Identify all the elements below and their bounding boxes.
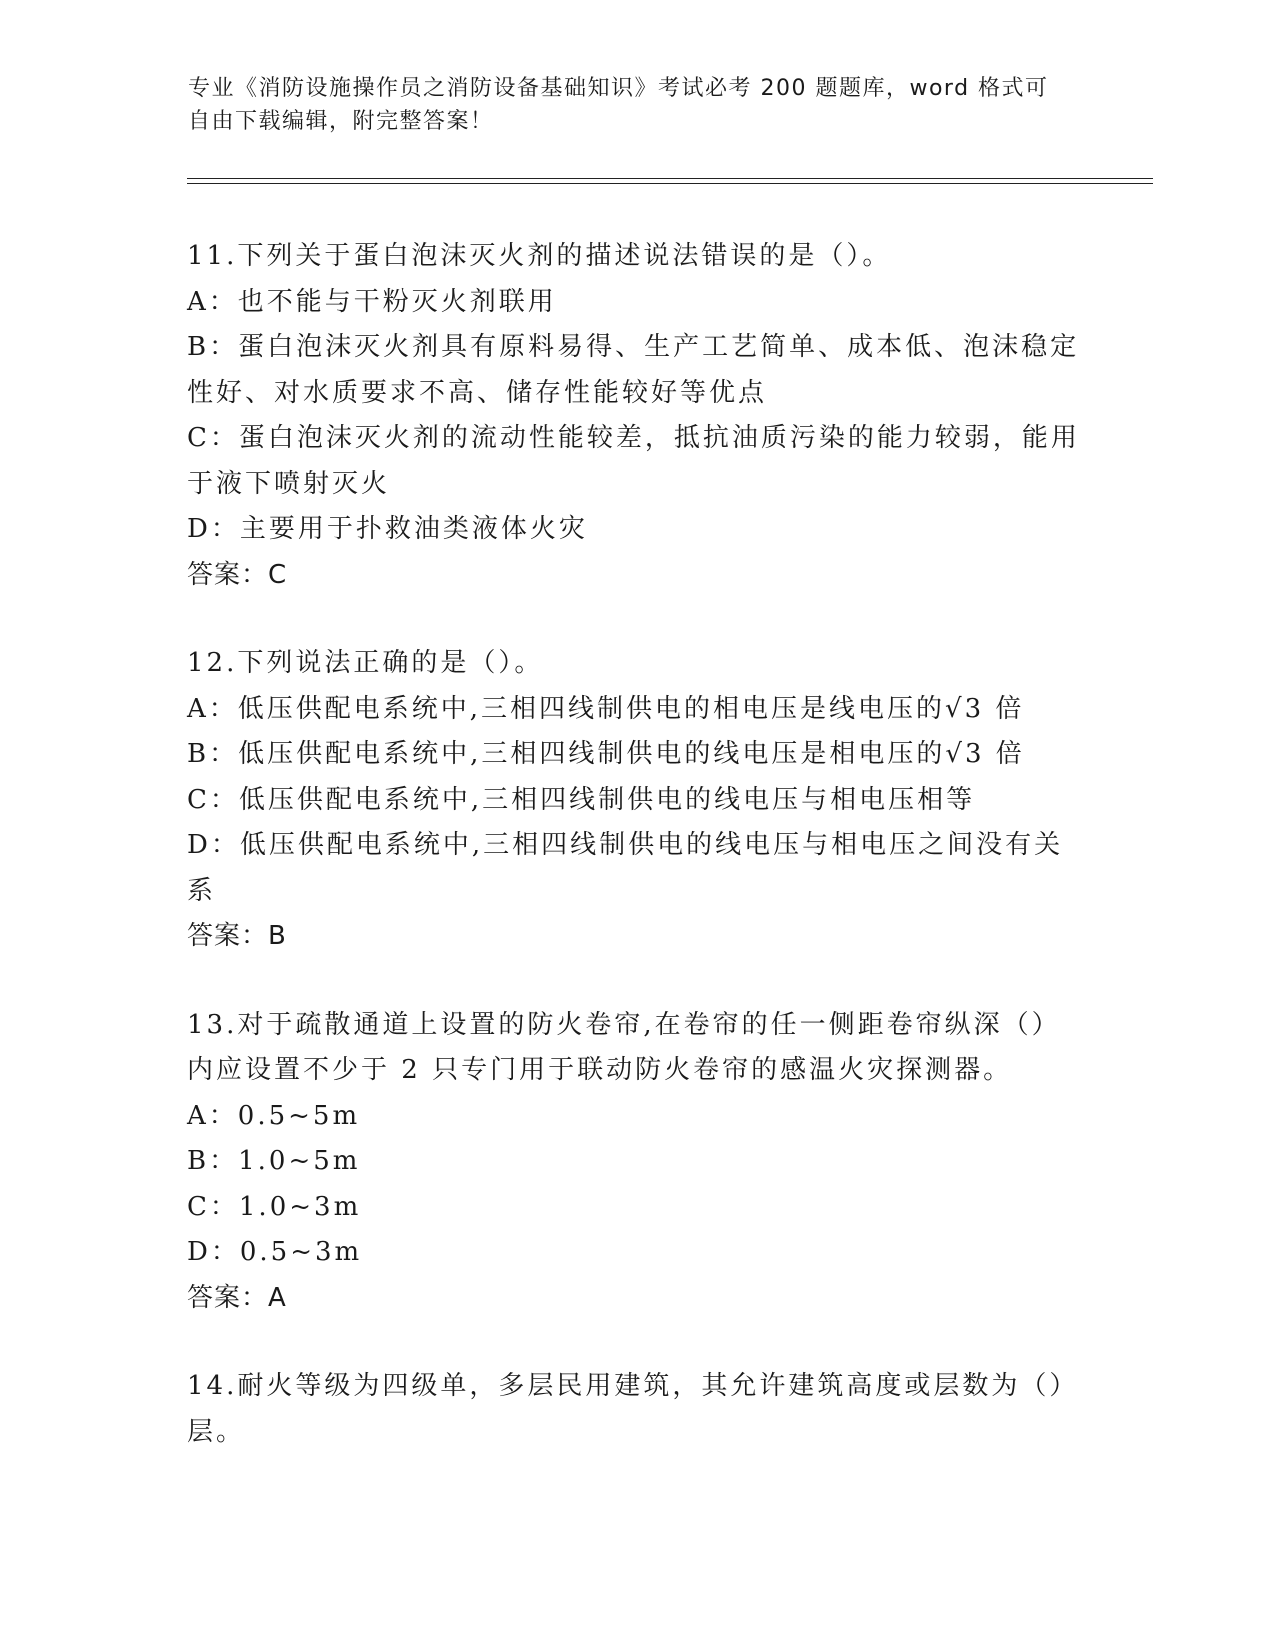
question-block <box>187 234 1087 598</box>
header-rule-bottom <box>187 183 1153 184</box>
answer-option: 性好、对水质要求不高、储存性能较好等优点 <box>187 377 768 408</box>
question-stem: 13.对于疏散通道上设置的防火卷帘,在卷帘的任一侧距卷帘纵深（） <box>187 1009 1061 1040</box>
question-stem: 内应设置不少于 2 只专门用于联动防火卷帘的感温火灾探测器。 <box>187 1055 1013 1085</box>
answer-option: B：低压供配电系统中,三相四线制供电的线电压是相电压的√3 倍 <box>187 739 1025 769</box>
answer-option: A：也不能与干粉灭火剂联用 <box>187 286 557 317</box>
question-block <box>187 1364 1087 1455</box>
question-block <box>187 1003 1087 1322</box>
question-block <box>187 641 1087 960</box>
answer-key: 答案：B <box>187 921 287 951</box>
answer-option: B：1.0~5m <box>187 1146 361 1176</box>
answer-option: 于液下喷射灭火 <box>187 468 391 499</box>
answer-option: B：蛋白泡沫灭火剂具有原料易得、生产工艺简单、成本低、泡沫稳定 <box>187 332 1080 362</box>
header-line-1: 专业《消防设施操作员之消防设备基础知识》考试必考 200 题题库，word 格式可 <box>188 76 1049 101</box>
question-stem: 12.下列说法正确的是（）。 <box>187 648 544 678</box>
header-line-2: 自由下载编辑，附完整答案！ <box>188 109 494 134</box>
answer-option: D：0.5~3m <box>187 1237 363 1267</box>
answer-option: D：主要用于扑救油类液体火灾 <box>187 514 588 544</box>
answer-option: D：低压供配电系统中,三相四线制供电的线电压与相电压之间没有关 <box>187 830 1064 860</box>
header-rule-top <box>187 178 1153 179</box>
answer-option: A：低压供配电系统中,三相四线制供电的相电压是线电压的√3 倍 <box>187 693 1025 724</box>
answer-option: A：0.5~5m <box>187 1100 361 1131</box>
answer-option: C：1.0~3m <box>187 1191 362 1222</box>
document-header <box>188 72 1088 138</box>
question-list <box>187 234 1087 1498</box>
question-stem: 11.下列关于蛋白泡沫灭火剂的描述说法错误的是（）。 <box>187 241 892 271</box>
answer-option: 系 <box>187 875 217 906</box>
answer-option: C：蛋白泡沫灭火剂的流动性能较差，抵抗油质污染的能力较弱，能用 <box>187 423 1080 453</box>
question-stem: 层。 <box>187 1416 246 1447</box>
answer-option: C：低压供配电系统中,三相四线制供电的线电压与相电压相等 <box>187 784 976 815</box>
answer-key: 答案：A <box>187 1282 287 1313</box>
question-stem: 14.耐火等级为四级单，多层民用建筑，其允许建筑高度或层数为（） <box>187 1371 1079 1401</box>
answer-key: 答案：C <box>187 559 288 590</box>
